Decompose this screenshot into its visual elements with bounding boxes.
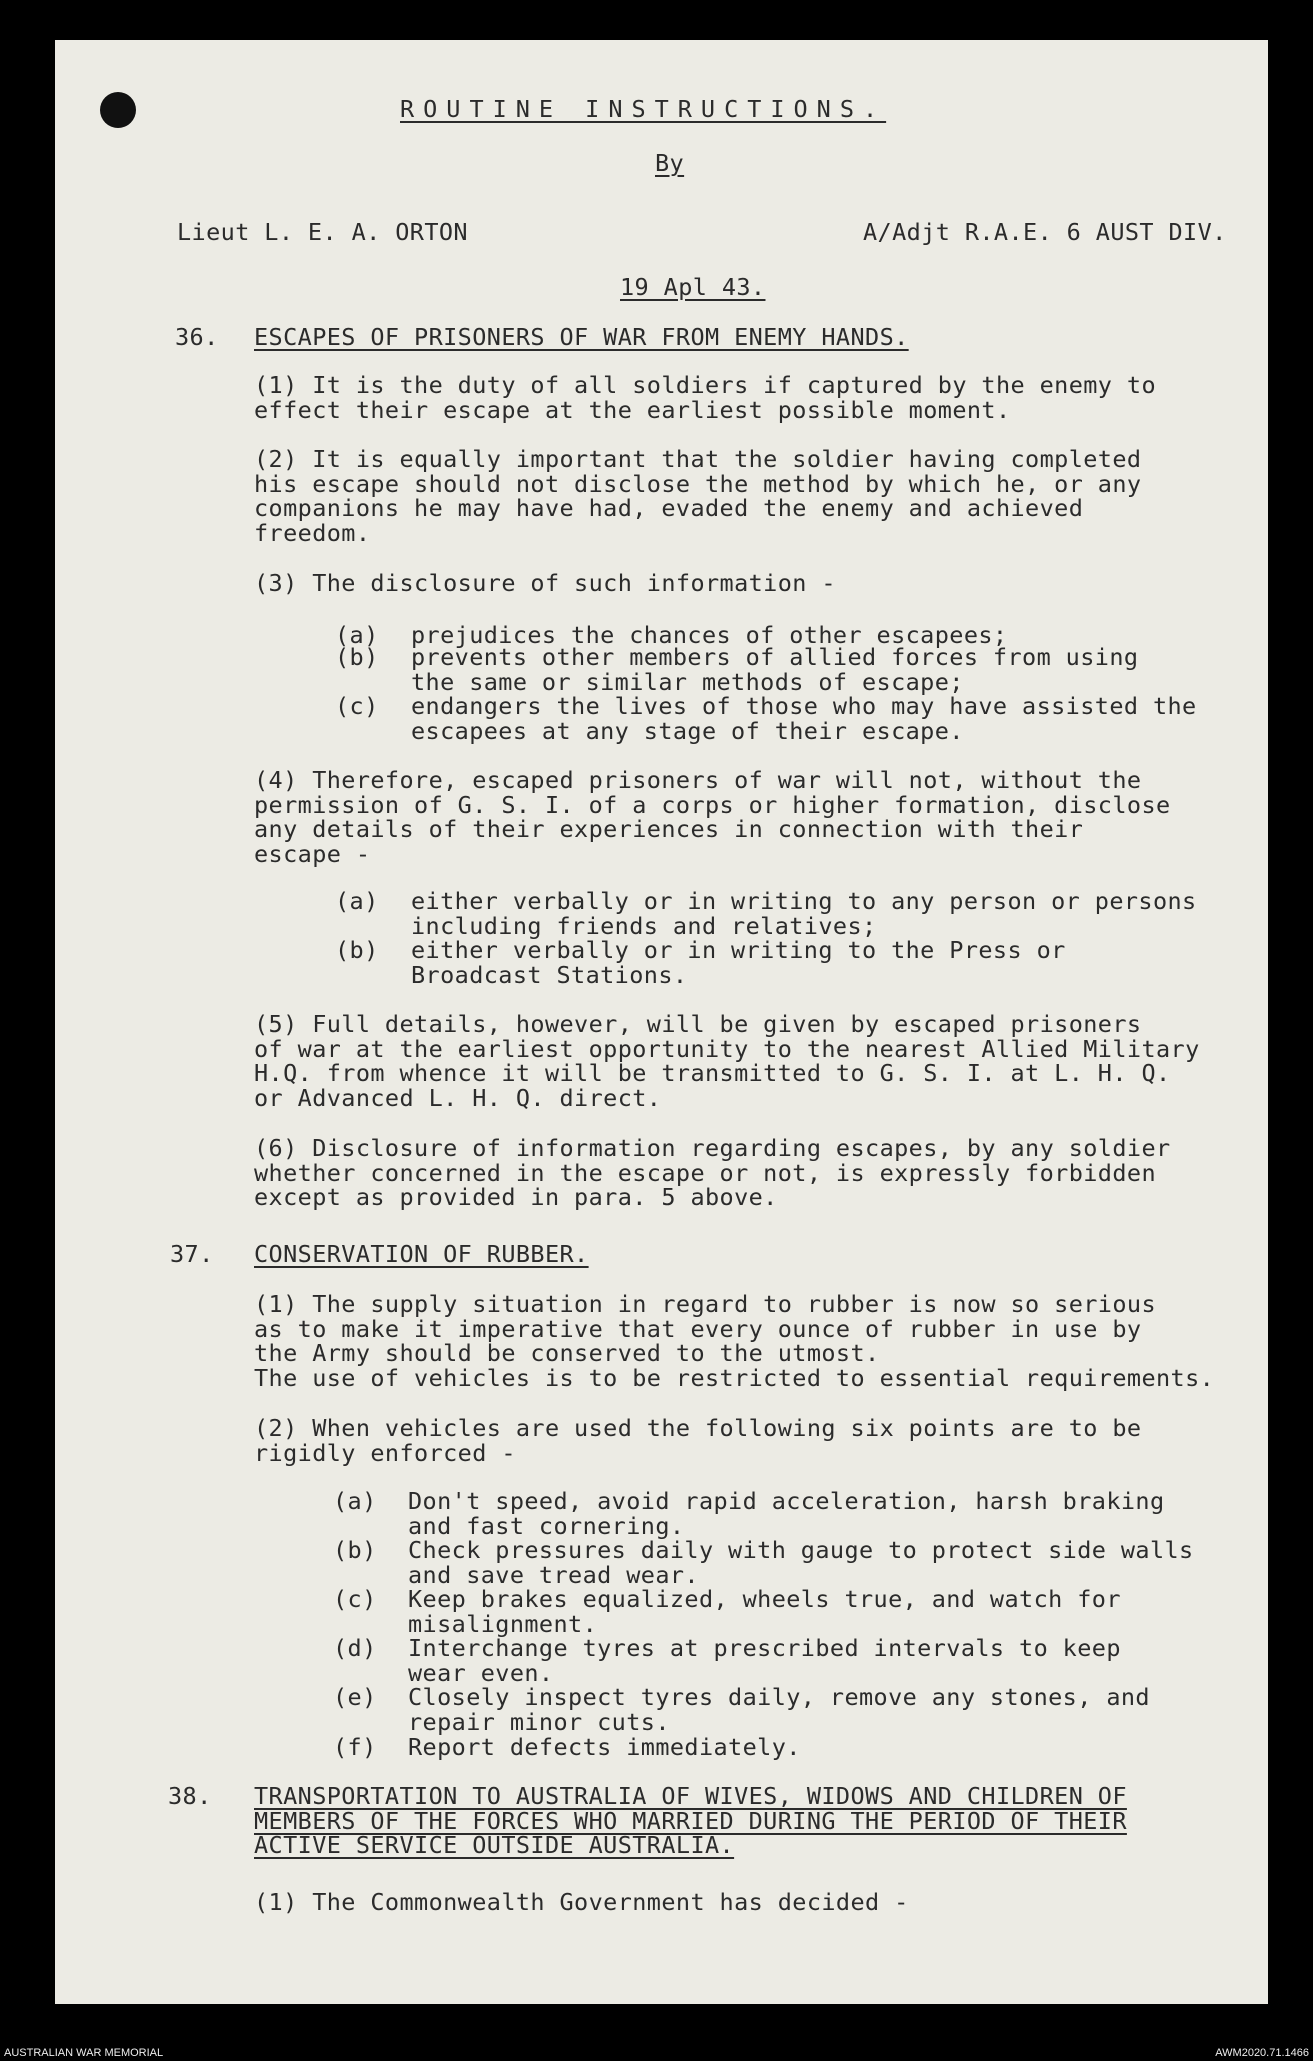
list-item-label: (d) xyxy=(333,1634,377,1662)
document-body xyxy=(55,40,1268,2004)
list-item-label: (c) xyxy=(333,1585,377,1613)
paragraph-6-line: (6) Disclosure of information regarding escapes, by any soldier xyxy=(254,1134,1171,1162)
list-item-text: prevents other members of allied forces from using xyxy=(411,643,1139,671)
paragraph-2-line: his escape should not disclose the method by which he, or any xyxy=(254,469,1142,498)
list-item-label: (a) xyxy=(335,887,379,915)
list-item-text: and save tread wear. xyxy=(408,1560,699,1589)
section-heading-line: TRANSPORTATION TO AUSTRALIA OF WIVES, WIDOWS AND CHILDREN OF xyxy=(254,1782,1127,1810)
paragraph-1-line: (1) It is the duty of all soldiers if captured by the enemy to xyxy=(254,371,1156,399)
author: Lieut L. E. A. ORTON xyxy=(177,218,468,246)
paragraph-1-line: (1) The supply situation in regard to rubber is now so serious xyxy=(254,1290,1156,1318)
paragraph-1-line: as to make it imperative that every ounce of rubber in use by xyxy=(254,1314,1142,1343)
list-item-label: (c) xyxy=(335,692,379,720)
paragraph-6-line: whether concerned in the escape or not, is expressly forbidden xyxy=(254,1158,1156,1187)
section-heading: ESCAPES OF PRISONERS OF WAR FROM ENEMY HANDS. xyxy=(254,323,909,351)
section-heading: CONSERVATION OF RUBBER. xyxy=(254,1240,589,1268)
paragraph-2-line: (2) It is equally important that the soldier having completed xyxy=(254,445,1142,473)
list-item-label: (a) xyxy=(335,621,379,649)
paragraph-6-line: except as provided in para. 5 above. xyxy=(254,1183,778,1211)
list-item-label: (a) xyxy=(333,1487,377,1515)
list-item-label: (f) xyxy=(333,1733,377,1761)
list-item-text: including friends and relatives; xyxy=(411,911,877,940)
list-item-text: prejudices the chances of other escapees; xyxy=(411,621,1008,649)
list-item-text: either verbally or in writing to the Press or xyxy=(411,936,1066,964)
list-item-text: repair minor cuts. xyxy=(408,1707,670,1736)
list-item-text: escapees at any stage of their escape. xyxy=(411,716,964,745)
section-number: 36. xyxy=(175,323,219,351)
list-item-text: Broadcast Stations. xyxy=(411,960,688,989)
list-item-text: wear even. xyxy=(408,1658,554,1687)
list-item-text: Check pressures daily with gauge to protect side walls xyxy=(408,1536,1194,1564)
paragraph-5-line: or Advanced L. H. Q. direct. xyxy=(254,1083,662,1112)
paragraph-4-line: permission of G. S. I. of a corps or higher formation, disclose xyxy=(254,790,1171,819)
list-item-text: Don't speed, avoid rapid acceleration, harsh braking xyxy=(408,1487,1165,1515)
list-item-label: (b) xyxy=(333,1536,377,1564)
paragraph-2-line: (2) When vehicles are used the following six points are to be xyxy=(254,1414,1142,1442)
section-heading-line: MEMBERS OF THE FORCES WHO MARRIED DURING THE PERIOD OF THEIR xyxy=(254,1806,1127,1835)
paragraph-1-line: effect their escape at the earliest possible moment. xyxy=(254,395,1011,424)
list-item-text: Interchange tyres at prescribed intervals to keep xyxy=(408,1634,1121,1662)
paragraph-2-line: freedom. xyxy=(254,518,371,547)
paragraph-5-line: (5) Full details, however, will be given by escaped prisoners xyxy=(254,1010,1142,1038)
paragraph-4-line: any details of their experiences in connection with their xyxy=(254,815,1084,843)
section-number: 38. xyxy=(168,1782,212,1810)
list-item-text: Report defects immediately. xyxy=(408,1733,801,1761)
list-item-text: Closely inspect tyres daily, remove any stones, and xyxy=(408,1683,1150,1711)
paragraph-4-line: escape - xyxy=(254,839,371,868)
list-item-text: either verbally or in writing to any person or persons xyxy=(411,887,1197,915)
section-heading-line: ACTIVE SERVICE OUTSIDE AUSTRALIA. xyxy=(254,1831,735,1859)
by-line: By xyxy=(655,149,685,177)
paragraph-4-line: (4) Therefore, escaped prisoners of war will not, without the xyxy=(254,766,1142,794)
list-item-text: misalignment. xyxy=(408,1609,598,1638)
paragraph-2-line: rigidly enforced - xyxy=(254,1438,516,1467)
paragraph-1: (1) The Commonwealth Government has decided - xyxy=(254,1888,909,1916)
document-title: ROUTINE INSTRUCTIONS. xyxy=(400,95,887,123)
list-item-text: endangers the lives of those who may have assisted the xyxy=(411,692,1197,720)
list-item-text: Keep brakes equalized, wheels true, and watch for xyxy=(408,1585,1121,1613)
list-item-text: and fast cornering. xyxy=(408,1511,685,1540)
section-number: 37. xyxy=(170,1240,214,1268)
author-position: A/Adjt R.A.E. 6 AUST DIV. xyxy=(863,218,1227,246)
list-item-label: (b) xyxy=(335,643,379,671)
paragraph-3: (3) The disclosure of such information - xyxy=(254,569,836,597)
paragraph-1-line: the Army should be conserved to the utmost. xyxy=(254,1339,880,1367)
footer-right-id: AWM2020.71.1466 xyxy=(1215,2047,1309,2059)
list-item-text: the same or similar methods of escape; xyxy=(411,667,964,696)
paragraph-5-line: of war at the earliest opportunity to the nearest Allied Military xyxy=(254,1034,1200,1063)
list-item-label: (b) xyxy=(335,936,379,964)
paragraph-1-line: The use of vehicles is to be restricted to essential requirements. xyxy=(254,1363,1215,1392)
document-page xyxy=(55,40,1268,2004)
paragraph-2-line: companions he may have had, evaded the enemy and achieved xyxy=(254,494,1084,522)
document-date: 19 Apl 43. xyxy=(620,273,766,301)
list-item-label: (e) xyxy=(333,1683,377,1711)
paragraph-5-line: H.Q. from whence it will be transmitted to G. S. I. at L. H. Q. xyxy=(254,1059,1171,1087)
footer-left-credit: AUSTRALIAN WAR MEMORIAL xyxy=(4,2047,164,2059)
